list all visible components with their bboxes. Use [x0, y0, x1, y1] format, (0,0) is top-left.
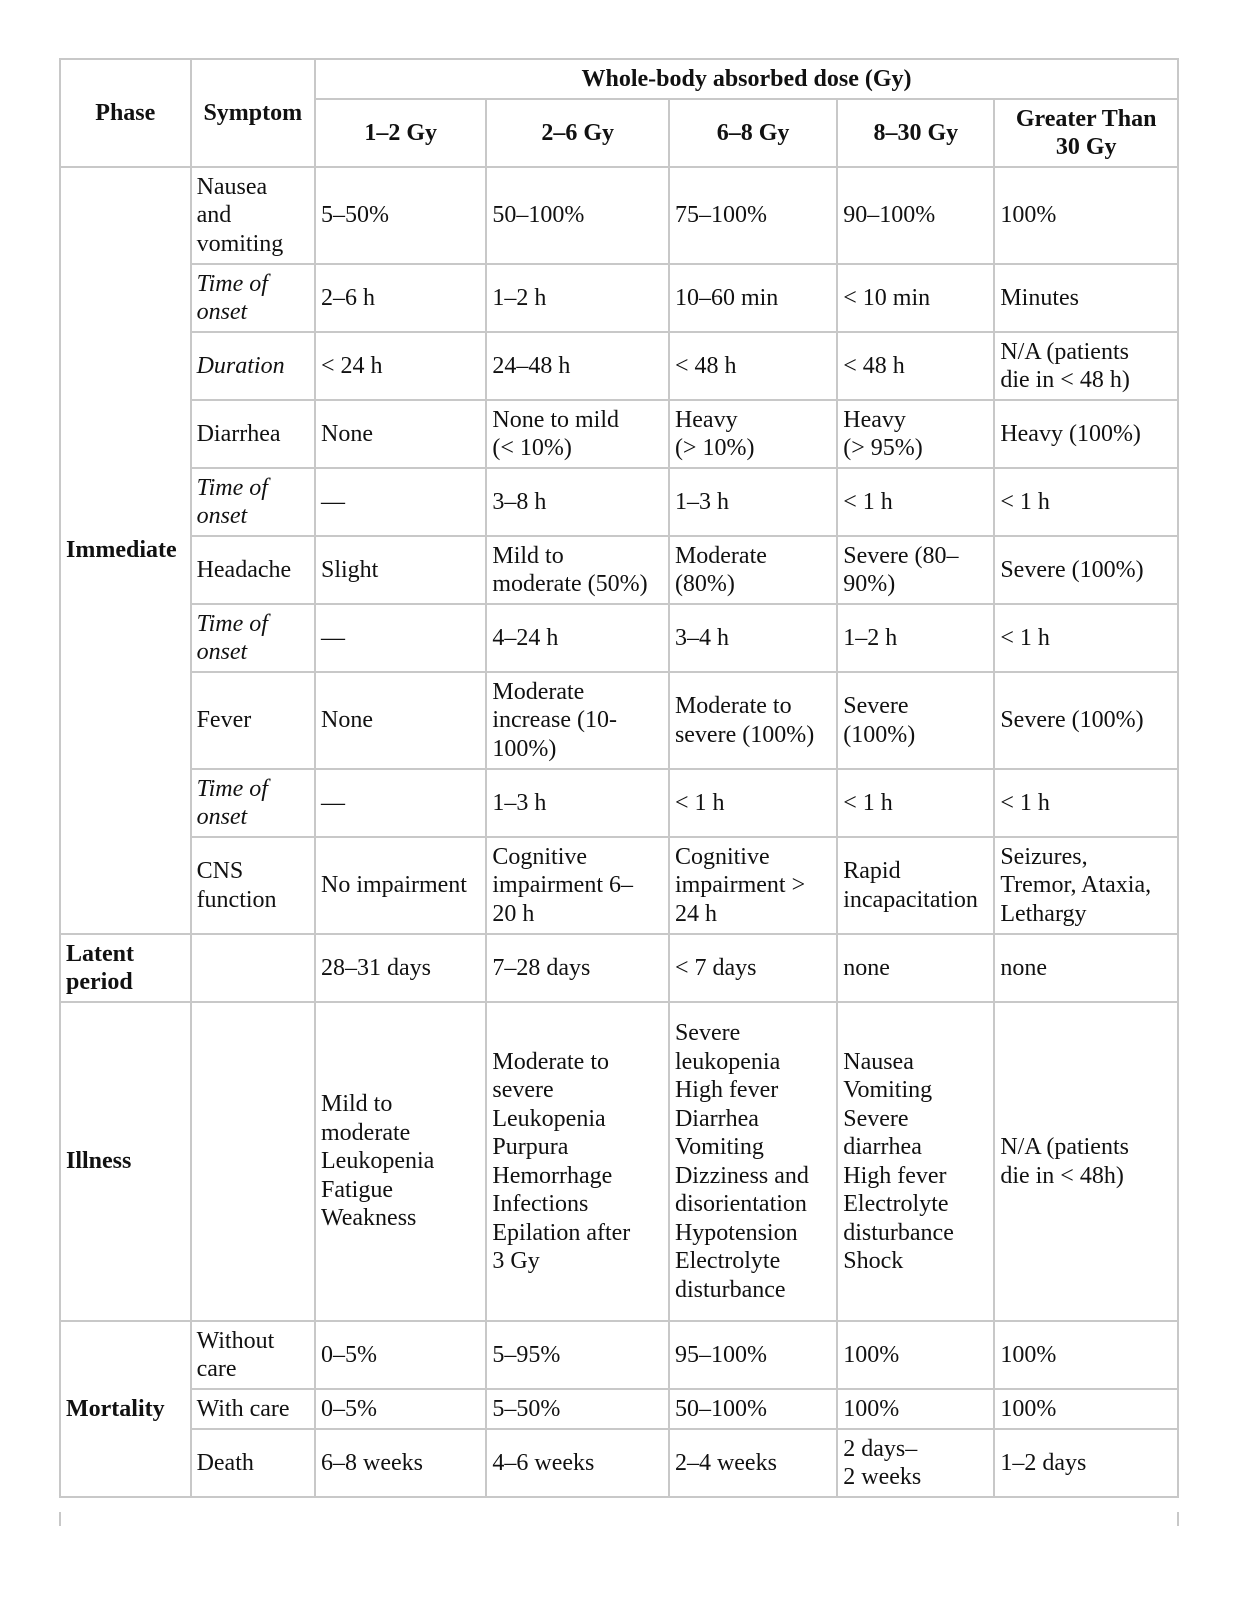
value-cell: Cognitive impairment > 24 h	[669, 837, 837, 934]
symptom-cell: Fever	[191, 672, 315, 769]
dose-header: 8–30 Gy	[837, 99, 994, 167]
value-cell: 95–100%	[669, 1321, 837, 1389]
value-cell: < 1 h	[994, 468, 1178, 536]
value-cell: Slight	[315, 536, 486, 604]
table-row	[60, 332, 1178, 400]
dose-group-header: Whole-body absorbed dose (Gy)	[315, 59, 1178, 99]
table-row	[60, 604, 1178, 672]
symptom-cell: Nausea and vomiting	[191, 167, 315, 264]
value-cell: 2 days– 2 weeks	[837, 1429, 994, 1497]
value-cell: 1–2 h	[837, 604, 994, 672]
value-cell: < 1 h	[837, 468, 994, 536]
table-continuation-line	[59, 1512, 61, 1526]
table-row	[60, 1389, 1178, 1429]
symptom-cell: Time of onset	[191, 468, 315, 536]
value-cell: Moderate to severe Leukopenia Purpura Hemorrhage Infections Epilation after 3 Gy	[486, 1002, 669, 1321]
table-row	[60, 264, 1178, 332]
value-cell: Moderate (80%)	[669, 536, 837, 604]
value-cell: Severe (100%)	[837, 672, 994, 769]
table-row	[60, 769, 1178, 837]
value-cell: None	[315, 672, 486, 769]
dose-header: Greater Than 30 Gy	[994, 99, 1178, 167]
value-cell: < 7 days	[669, 934, 837, 1002]
symptom-header: Symptom	[191, 59, 315, 167]
symptom-cell: With care	[191, 1389, 315, 1429]
value-cell: Nausea Vomiting Severe diarrhea High fever Electrolyte disturbance Shock	[837, 1002, 994, 1321]
symptom-cell: Time of onset	[191, 769, 315, 837]
table-row	[60, 468, 1178, 536]
radiation-dose-table	[59, 58, 1179, 1498]
value-cell: 1–3 h	[669, 468, 837, 536]
table-row	[60, 1321, 1178, 1389]
dose-header: 1–2 Gy	[315, 99, 486, 167]
value-cell: Heavy (> 10%)	[669, 400, 837, 468]
value-cell: < 1 h	[994, 769, 1178, 837]
table-continuation-line	[1177, 1512, 1179, 1526]
value-cell: 1–2 days	[994, 1429, 1178, 1497]
value-cell: Cognitive impairment 6– 20 h	[486, 837, 669, 934]
header-row-group	[60, 59, 1178, 99]
symptom-cell: Time of onset	[191, 264, 315, 332]
dose-header: 6–8 Gy	[669, 99, 837, 167]
value-cell: 75–100%	[669, 167, 837, 264]
value-cell: 90–100%	[837, 167, 994, 264]
table-row	[60, 672, 1178, 769]
value-cell: 3–8 h	[486, 468, 669, 536]
value-cell: 50–100%	[669, 1389, 837, 1429]
value-cell: < 1 h	[669, 769, 837, 837]
value-cell: N/A (patients die in < 48 h)	[994, 332, 1178, 400]
value-cell: Minutes	[994, 264, 1178, 332]
value-cell: Mild to moderate (50%)	[486, 536, 669, 604]
symptom-cell: Diarrhea	[191, 400, 315, 468]
value-cell: < 1 h	[837, 769, 994, 837]
value-cell: 4–6 weeks	[486, 1429, 669, 1497]
value-cell: 6–8 weeks	[315, 1429, 486, 1497]
value-cell: 100%	[837, 1321, 994, 1389]
value-cell: 5–50%	[486, 1389, 669, 1429]
table-row	[60, 837, 1178, 934]
symptom-cell	[191, 934, 315, 1002]
value-cell: 2–6 h	[315, 264, 486, 332]
value-cell: 5–95%	[486, 1321, 669, 1389]
value-cell: 7–28 days	[486, 934, 669, 1002]
symptom-cell: Headache	[191, 536, 315, 604]
value-cell: Severe (80– 90%)	[837, 536, 994, 604]
value-cell: 4–24 h	[486, 604, 669, 672]
value-cell: 100%	[994, 1321, 1178, 1389]
value-cell: none	[837, 934, 994, 1002]
value-cell: Heavy (100%)	[994, 400, 1178, 468]
value-cell: 28–31 days	[315, 934, 486, 1002]
value-cell: N/A (patients die in < 48h)	[994, 1002, 1178, 1321]
value-cell: 100%	[837, 1389, 994, 1429]
value-cell: Severe (100%)	[994, 672, 1178, 769]
symptom-cell: Without care	[191, 1321, 315, 1389]
symptom-cell: Time of onset	[191, 604, 315, 672]
value-cell: Mild to moderate Leukopenia Fatigue Weakness	[315, 1002, 486, 1321]
value-cell: Severe (100%)	[994, 536, 1178, 604]
value-cell: < 1 h	[994, 604, 1178, 672]
value-cell: 3–4 h	[669, 604, 837, 672]
value-cell: 1–2 h	[486, 264, 669, 332]
value-cell: Moderate increase (10- 100%)	[486, 672, 669, 769]
table-body	[60, 167, 1178, 1497]
value-cell: —	[315, 769, 486, 837]
table-row	[60, 536, 1178, 604]
value-cell: —	[315, 604, 486, 672]
table-row	[60, 1002, 1178, 1321]
value-cell: —	[315, 468, 486, 536]
value-cell: None	[315, 400, 486, 468]
value-cell: None to mild (< 10%)	[486, 400, 669, 468]
value-cell: none	[994, 934, 1178, 1002]
value-cell: < 10 min	[837, 264, 994, 332]
value-cell: Seizures, Tremor, Ataxia, Lethargy	[994, 837, 1178, 934]
table-row	[60, 167, 1178, 264]
value-cell: 50–100%	[486, 167, 669, 264]
table-row	[60, 934, 1178, 1002]
symptom-cell	[191, 1002, 315, 1321]
phase-header: Phase	[60, 59, 191, 167]
value-cell: 10–60 min	[669, 264, 837, 332]
value-cell: < 48 h	[837, 332, 994, 400]
phase-cell-immediate: Immediate	[60, 167, 191, 934]
value-cell: Heavy (> 95%)	[837, 400, 994, 468]
symptom-cell: Death	[191, 1429, 315, 1497]
value-cell: 0–5%	[315, 1321, 486, 1389]
value-cell: 5–50%	[315, 167, 486, 264]
value-cell: 0–5%	[315, 1389, 486, 1429]
value-cell: No impairment	[315, 837, 486, 934]
value-cell: 100%	[994, 1389, 1178, 1429]
phase-cell-latent: Latent period	[60, 934, 191, 1002]
value-cell: 2–4 weeks	[669, 1429, 837, 1497]
table-row	[60, 400, 1178, 468]
value-cell: Severe leukopenia High fever Diarrhea Vomiting Dizziness and disorientation Hypotension Electrolyte disturbance	[669, 1002, 837, 1321]
symptom-cell: Duration	[191, 332, 315, 400]
value-cell: 1–3 h	[486, 769, 669, 837]
symptom-cell: CNS function	[191, 837, 315, 934]
phase-cell-mortality: Mortality	[60, 1321, 191, 1497]
value-cell: < 24 h	[315, 332, 486, 400]
value-cell: 24–48 h	[486, 332, 669, 400]
dose-header: 2–6 Gy	[486, 99, 669, 167]
table-row	[60, 1429, 1178, 1497]
value-cell: Moderate to severe (100%)	[669, 672, 837, 769]
value-cell: < 48 h	[669, 332, 837, 400]
value-cell: Rapid incapacitation	[837, 837, 994, 934]
value-cell: 100%	[994, 167, 1178, 264]
phase-cell-illness: Illness	[60, 1002, 191, 1321]
